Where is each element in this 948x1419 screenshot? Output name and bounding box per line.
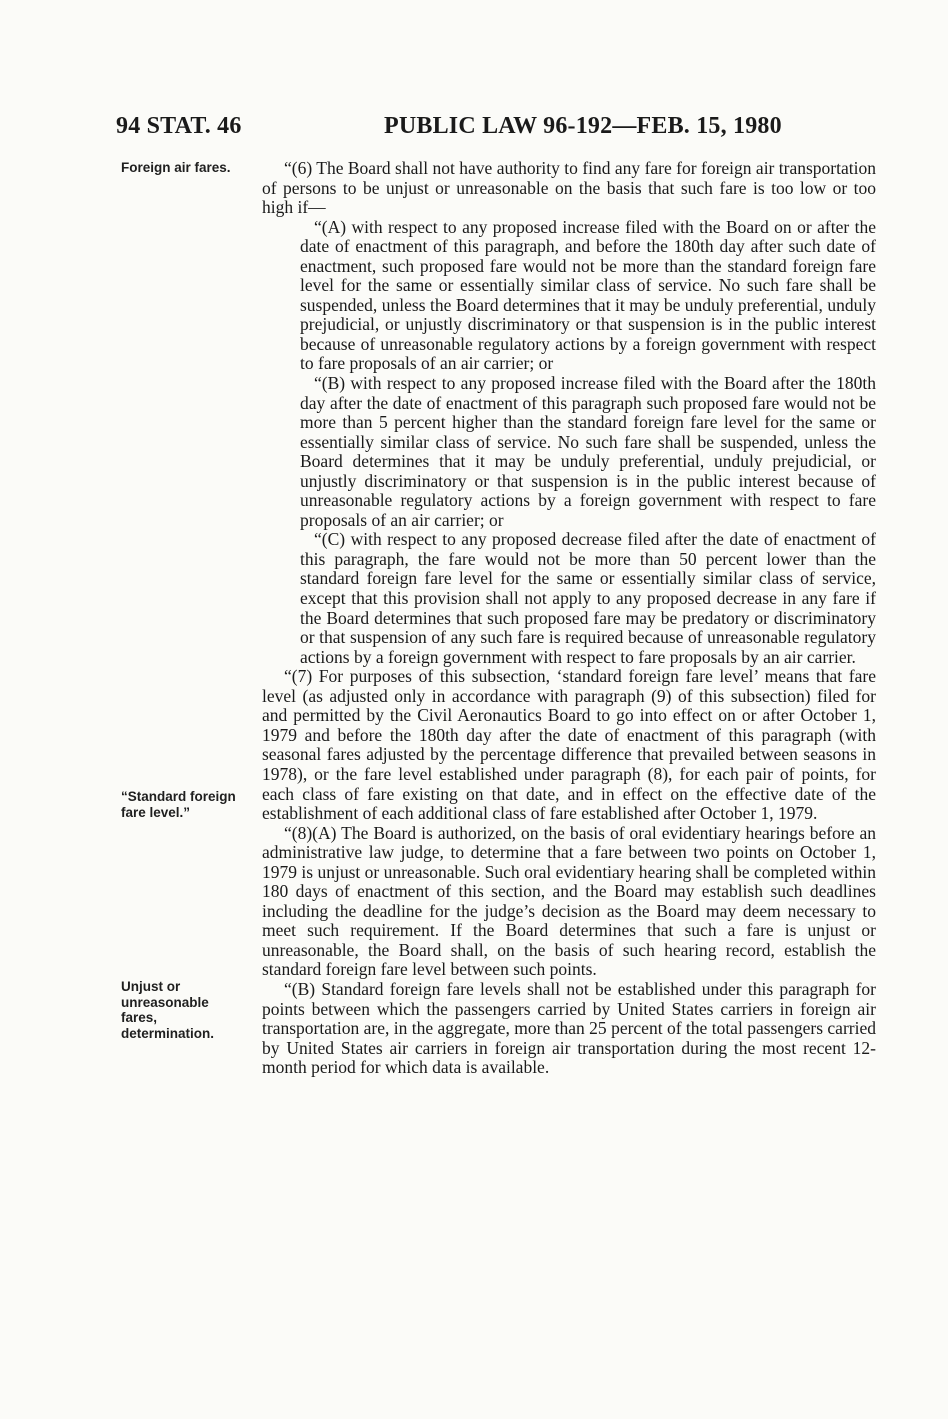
margin-note-unjust-fares: Unjust or unreasonable fares, determination.: [121, 979, 215, 1041]
paragraph-8-a: “(8)(A) The Board is authorized, on the basis of oral evidentiary hearings before an administrative law judge, to determine that a fare between two points on October 1, 1979 is unjust or unreasonable. Such oral evidentiary hearing shall be completed within 180 days of enactment of this section, and the Board may establish such deadlines including the deadline for the judge’s decision as the Board may deem necessary to meet such requirement. If the Board determines that such a fare is unjust or unreasonable, the Board shall, on the basis of such hearing record, establish the standard foreign fare level between such points.: [262, 822, 876, 980]
statute-body: [262, 159, 876, 1078]
paragraph-6-a: “(A) with respect to any proposed increase filed with the Board on or after the date of enactment of this paragraph, and before the 180th day after such date of enactment, such proposed fare would not be more than the standard foreign fare level for the same or essentially similar class of service. No such fare shall be suspended, unless the Board determines that it may be unduly preferential, unduly prejudicial, or unjustly discriminatory or that suspension is in the public interest because of unreasonable regulatory actions by a foreign government with respect to fare proposals of an air carrier; or: [300, 216, 876, 374]
paragraph-6-b: “(B) with respect to any proposed increase filed with the Board after the 180th day after the date of enactment of this paragraph such proposed fare would not be more than 5 percent higher than the standard foreign fare level for the same or essentially similar class of service. No such fare shall be suspended, unless the Board determines that it may be unduly preferential, unduly prejudicial, or unjustly discriminatory or that suspension is in the public interest because of unreasonable regulatory actions by a foreign government with respect to fare proposals of an air carrier; or: [300, 373, 876, 530]
paragraph-6: “(6) The Board shall not have authority to find any fare for foreign air transportation of persons to be unjust or unreasonable on the basis that such fare is too low or too high if—: [262, 158, 876, 218]
paragraph-8-b: “(B) Standard foreign fare levels shall not be established under this paragraph for points between which the passengers carried by United States carriers in foreign air transportation are, in the aggregate, more than 25 percent of the total passengers carried by United States air carriers in foreign air transportation during the most recent 12-month period for which data is available.: [262, 978, 876, 1078]
margin-note-standard-foreign-fare-level: “Standard foreign fare level.”: [121, 789, 236, 820]
public-law-title: PUBLIC LAW 96-192—FEB. 15, 1980: [384, 113, 782, 139]
statute-page-number: 94 STAT. 46: [116, 113, 242, 139]
paragraph-7: “(7) For purposes of this subsection, ‘standard foreign fare level’ means that fare level (as adjusted only in accordance with paragraph (9) of this subsection) filed for and permitted by the Civil Aeronautics Board to go into effect on or after October 1, 1979 and before the 180th day after the date of enactment of this paragraph (with seasonal fares adjusted by the percentage difference that prevailed between seasons in 1978), or the fare level established under paragraph (8), for each pair of points, for each class of fare existing on that date, and in effect on the effective date of the establishment of each additional class of fare established after October 1, 1979.: [262, 666, 876, 824]
margin-note-foreign-air-fares: Foreign air fares.: [121, 160, 231, 175]
paragraph-6-c: “(C) with respect to any proposed decrease filed after the date of enactment of this paragraph, the fare would not be more than 50 percent lower than the standard foreign fare level for the same or essentially similar class of service, except that this provision shall not apply to any proposed decrease in any fare if the Board determines that such proposed fare may be predatory or discriminatory or that suspension of any such fare is required because of unreasonable regulatory actions by a foreign government with respect to fare proposals by an air carrier.: [300, 529, 876, 667]
